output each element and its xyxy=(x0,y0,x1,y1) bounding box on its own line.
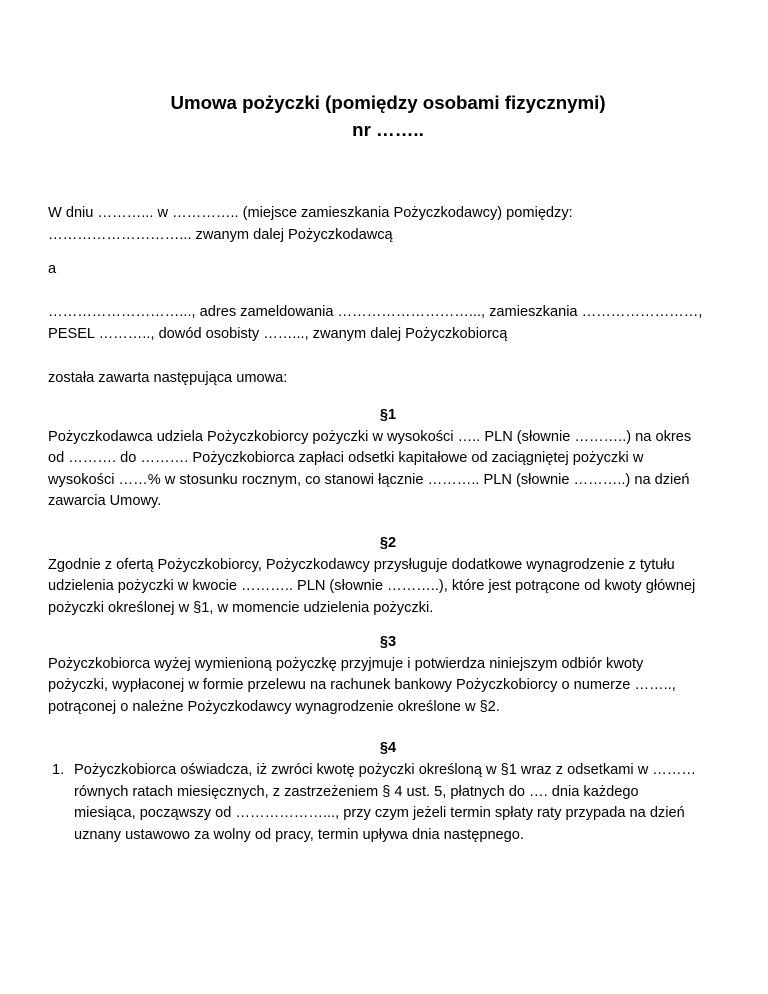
text-line: pożyczki, wypłaconej w formie przelewu na rachunek bankowy Pożyczkobiorcy o numerze …….., xyxy=(48,677,676,693)
document-title: Umowa pożyczki (pomiędzy osobami fizycznymi) xyxy=(170,92,606,113)
text-line: miesiąca, począwszy od ………………..., przy czym jeżeli termin spłaty raty przypada na dzień xyxy=(74,805,685,821)
text-line: Pożyczkobiorca wyżej wymienioną pożyczkę przyjmuje i potwierdza niniejszym odbiór kwoty xyxy=(48,655,644,672)
section-2 xyxy=(48,533,728,619)
text-line: Pożyczkobiorca oświadcza, iż zwróci kwotę pożyczki określoną w §1 wraz z odsetkami w ……… xyxy=(74,762,697,778)
section-3 xyxy=(48,632,728,718)
text-line: ………………………..., adres zameldowania ………………………..., zamieszkania ……………………, xyxy=(48,304,703,320)
section-heading: §3 xyxy=(379,634,397,650)
text-line: W dniu ………... w ………….. (miejsce zamieszkania Pożyczkodawcy) pomiędzy: xyxy=(48,205,573,221)
section-4-list xyxy=(48,760,728,846)
text-line: zawarcia Umowy. xyxy=(48,493,162,509)
conjunction-text: a xyxy=(48,261,57,277)
text-line: pożyczki określonej w §1, w momencie udzielenia pożyczki. xyxy=(48,599,434,616)
text-line: uznany ustawowo za wolny od pracy, termin upływa dnia następnego. xyxy=(74,826,524,843)
list-item xyxy=(48,760,728,846)
text-line: ………………………... zwanym dalej Pożyczkodawcą xyxy=(48,226,393,243)
text-line: Pożyczkodawca udziela Pożyczkobiorcy pożyczki w wysokości ….. PLN (słownie ………..) na okres xyxy=(48,428,692,445)
intro-paragraph xyxy=(48,203,728,246)
text-line: równych ratach miesięcznych, z zastrzeżeniem § 4 ust. 5, płatnych do …. dnia każdego xyxy=(74,783,639,800)
concluded-text: została zawarta następująca umowa: xyxy=(48,370,288,386)
section-4-heading xyxy=(48,738,728,760)
text-line: Zgodnie z ofertą Pożyczkobiorcy, Pożyczkodawcy przysługuje dodatkowe wynagrodzenie z tytułu xyxy=(48,556,675,573)
list-item-number: 1. xyxy=(52,762,65,778)
document-number: nr …….. xyxy=(352,119,424,140)
text-line: udzielenia pożyczki w kwocie ……….. PLN (słownie ………..), które jest potrącone od kwoty głównej xyxy=(48,578,696,594)
text-line: wysokości ……% w stosunku rocznym, co stanowi łącznie ……….. PLN (słownie ………..) na dzień xyxy=(48,471,690,488)
text-line: od ………. do ………. Pożyczkobiorca zapłaci odsetki kapitałowe od zaciągniętej pożyczki w xyxy=(48,450,644,466)
section-heading: §4 xyxy=(379,740,397,756)
section-heading: §1 xyxy=(379,407,397,423)
section-1 xyxy=(48,405,728,513)
section-heading: §2 xyxy=(379,535,397,551)
text-line: PESEL ……….., dowód osobisty ……..., zwanym dalej Pożyczkobiorcą xyxy=(48,325,508,342)
text-line: potrąconej o należne Pożyczkodawcy wynagrodzenie określone w §2. xyxy=(48,698,500,715)
borrower-paragraph xyxy=(48,302,728,345)
